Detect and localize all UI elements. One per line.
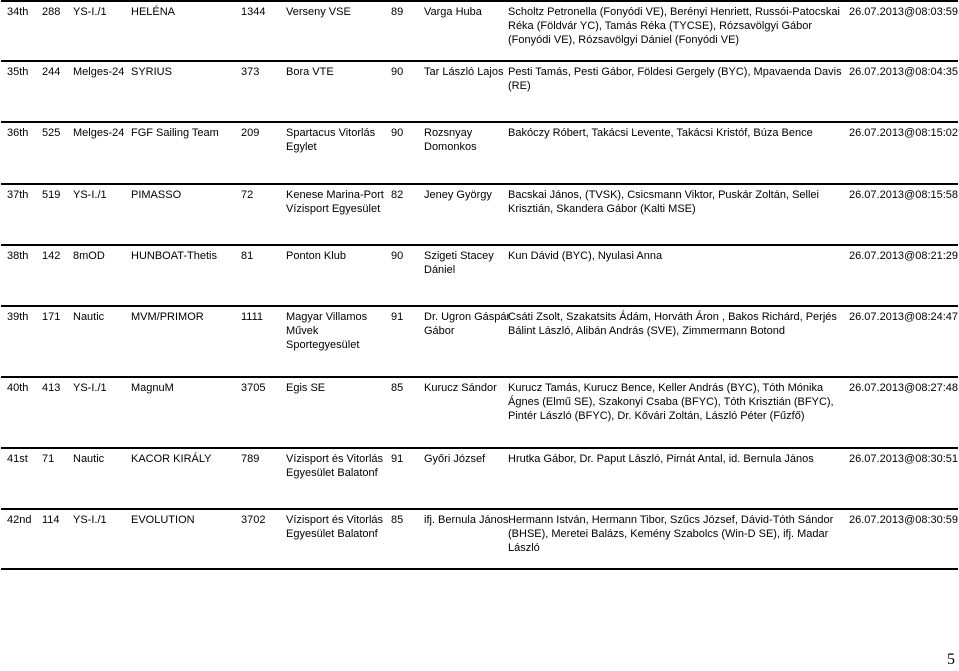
sail-number-cell: 519 (42, 189, 61, 201)
crew-cell: Kurucz Tamás, Kurucz Bence, Keller András (BYC), Tóth Mónika Ágnes (Elmű SE), Szakonyi Csaba (BFYC), Tóth Krisztián (BFYC), Pintér László (BFYC), Dr. Kővári Zoltán, László Péter (Fűzfő) (508, 382, 834, 422)
helm-number-cell: 91 (391, 311, 404, 323)
finish-time-cell: 26.07.2013@08:21:29 (849, 250, 959, 262)
table-row (1, 0, 958, 62)
table-row (1, 378, 958, 449)
page-number: 5 (947, 651, 955, 668)
table-row (1, 307, 958, 378)
finish-time-cell: 26.07.2013@08:30:59 (849, 514, 959, 526)
crew-cell: Csáti Zsolt, Szakatsits Ádám, Horváth Áron , Bakos Richárd, Perjés Bálint László, Alibán András (SVE), Zimmermann Botond (508, 311, 837, 337)
helm-number-cell: 89 (391, 6, 404, 18)
class-cell: YS-I./1 (73, 382, 107, 394)
finish-time-cell: 26.07.2013@08:03:59 (849, 6, 959, 18)
yardstick-cell: 1344 (241, 6, 266, 18)
crew-cell: Bacskai János, (TVSK), Csicsmann Viktor, Puskár Zoltán, Sellei Krisztián, Skandera Gábor (Kalti MSE) (508, 189, 819, 215)
class-cell: Melges-24 (73, 127, 125, 139)
helmsman-cell: Jeney György (424, 189, 492, 201)
place-cell: 34th (7, 6, 29, 18)
place-cell: 39th (7, 311, 29, 323)
finish-time-cell: 26.07.2013@08:27:48 (849, 382, 959, 394)
sail-number-cell: 142 (42, 250, 61, 262)
crew-cell: Bakóczy Róbert, Takácsi Levente, Takácsi Kristóf, Búza Bence (508, 127, 813, 139)
finish-time-cell: 26.07.2013@08:24:47 (849, 311, 959, 323)
helm-number-cell: 90 (391, 66, 404, 78)
club-cell: Spartacus Vitorlás Egylet (286, 127, 376, 153)
yardstick-cell: 789 (241, 453, 260, 465)
sail-number-cell: 244 (42, 66, 61, 78)
helmsman-cell: Rozsnyay Domonkos (424, 127, 477, 153)
table-row (1, 449, 958, 510)
helm-number-cell: 90 (391, 250, 404, 262)
helmsman-cell: Szigeti Stacey Dániel (424, 250, 494, 276)
yardstick-cell: 3705 (241, 382, 266, 394)
crew-cell: Kun Dávid (BYC), Nyulasi Anna (508, 250, 663, 262)
boat-name-cell: PIMASSO (131, 189, 182, 201)
helm-number-cell: 82 (391, 189, 404, 201)
club-cell: Bora VTE (286, 66, 334, 78)
helm-number-cell: 90 (391, 127, 404, 139)
helm-number-cell: 85 (391, 382, 404, 394)
yardstick-cell: 72 (241, 189, 254, 201)
results-table (1, 0, 958, 570)
table-row (1, 510, 958, 570)
sail-number-cell: 288 (42, 6, 61, 18)
yardstick-cell: 373 (241, 66, 260, 78)
crew-cell: Scholtz Petronella (Fonyódi VE), Berényi Henriett, Russói-Patocskai Réka (Földvár YC), Tamás Réka (TYCSE), Rózsavölgyi Gábor (Fonyódi VE), Rózsavölgyi Dániel (Fonyódi VE) (508, 6, 840, 46)
sail-number-cell: 413 (42, 382, 61, 394)
yardstick-cell: 209 (241, 127, 260, 139)
helm-number-cell: 91 (391, 453, 404, 465)
yardstick-cell: 3702 (241, 514, 266, 526)
sail-number-cell: 114 (42, 514, 60, 526)
club-cell: Verseny VSE (286, 6, 351, 18)
boat-name-cell: MagnuM (131, 382, 174, 394)
class-cell: Melges-24 (73, 66, 125, 78)
club-cell: Kenese Marina-Port Vízisport Egyesület (286, 189, 384, 215)
sail-number-cell: 525 (42, 127, 61, 139)
boat-name-cell: HUNBOAT-Thetis (131, 250, 217, 262)
club-cell: Ponton Klub (286, 250, 346, 262)
boat-name-cell: SYRIUS (131, 66, 172, 78)
club-cell: Vízisport és Vitorlás Egyesület Balatonf (286, 453, 384, 479)
crew-cell: Hermann István, Hermann Tibor, Szűcs József, Dávid-Tóth Sándor (BHSE), Meretei Balázs, Kemény Szabolcs (Win-D SE), ifj. Madar László (508, 514, 834, 554)
yardstick-cell: 1111 (241, 311, 264, 323)
finish-time-cell: 26.07.2013@08:15:02 (849, 127, 959, 139)
place-cell: 36th (7, 127, 29, 139)
helmsman-cell: Kurucz Sándor (424, 382, 497, 394)
crew-cell: Hrutka Gábor, Dr. Paput László, Pirnát Antal, id. Bernula János (508, 453, 814, 465)
helmsman-cell: ifj. Bernula János (424, 514, 509, 526)
place-cell: 38th (7, 250, 29, 262)
finish-time-cell: 26.07.2013@08:04:35 (849, 66, 959, 78)
class-cell: YS-I./1 (73, 6, 107, 18)
yardstick-cell: 81 (241, 250, 254, 262)
boat-name-cell: MVM/PRIMOR (131, 311, 204, 323)
place-cell: 42nd (7, 514, 32, 526)
place-cell: 37th (7, 189, 29, 201)
class-cell: YS-I./1 (73, 514, 107, 526)
class-cell: 8mOD (73, 250, 105, 262)
helmsman-cell: Győri József (424, 453, 486, 465)
helm-number-cell: 85 (391, 514, 404, 526)
boat-name-cell: HELÉNA (131, 6, 176, 18)
boat-name-cell: EVOLUTION (131, 514, 195, 526)
club-cell: Vízisport és Vitorlás Egyesület Balatonf (286, 514, 384, 540)
class-cell: Nautic (73, 453, 105, 465)
place-cell: 35th (7, 66, 29, 78)
table-row (1, 246, 958, 307)
club-cell: Magyar Villamos Művek Sportegyesület (286, 311, 368, 351)
place-cell: 41st (7, 453, 28, 465)
boat-name-cell: FGF Sailing Team (131, 127, 219, 139)
club-cell: Egis SE (286, 382, 326, 394)
place-cell: 40th (7, 382, 29, 394)
finish-time-cell: 26.07.2013@08:15:58 (849, 189, 959, 201)
crew-cell: Pesti Tamás, Pesti Gábor, Földesi Gergely (BYC), Mpavaenda Davis (RE) (508, 66, 842, 92)
helmsman-cell: Varga Huba (424, 6, 482, 18)
sail-number-cell: 171 (42, 311, 61, 323)
helmsman-cell: Dr. Ugron Gáspár Gábor (424, 311, 511, 337)
table-row (1, 62, 958, 123)
class-cell: Nautic (73, 311, 105, 323)
sail-number-cell: 71 (42, 453, 55, 465)
class-cell: YS-I./1 (73, 189, 107, 201)
table-row (1, 123, 958, 185)
helmsman-cell: Tar László Lajos (424, 66, 504, 78)
boat-name-cell: KACOR KIRÁLY (131, 453, 212, 465)
table-row (1, 185, 958, 246)
finish-time-cell: 26.07.2013@08:30:51 (849, 453, 959, 465)
